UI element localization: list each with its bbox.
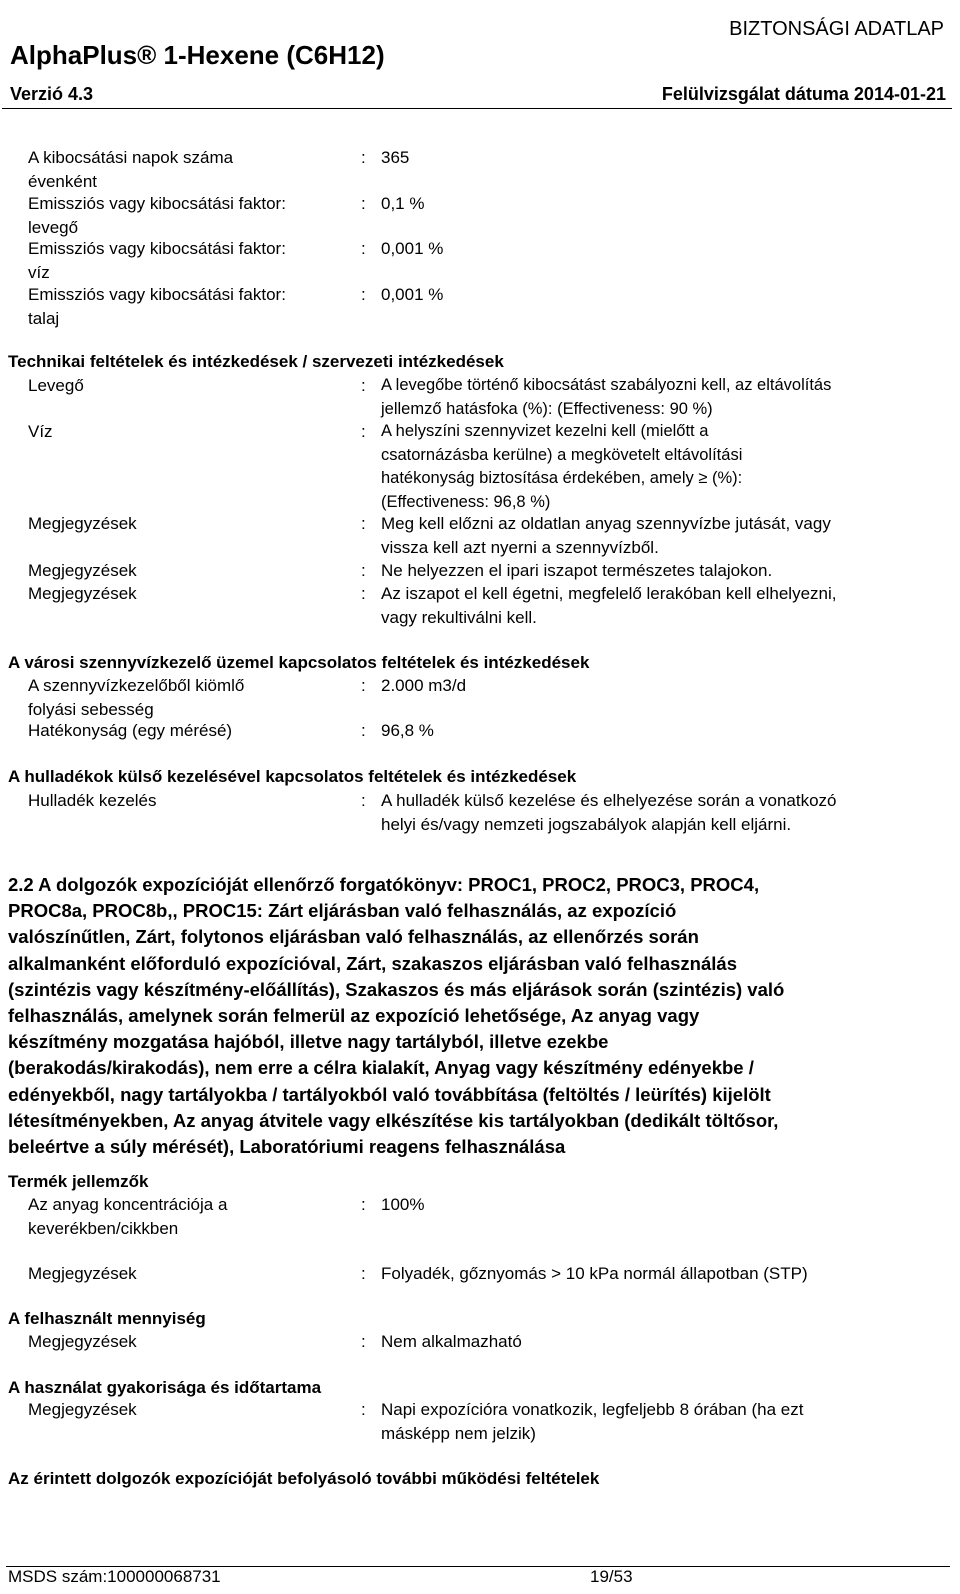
note1-value: Meg kell előzni az oldatlan anyag szennyvízbe jutását, vagy vissza kell azt nyerni a szennyvízből. xyxy=(381,514,831,557)
emission-air-value: 0,1 % xyxy=(381,194,425,213)
frequency-heading: A használat gyakorisága és időtartama xyxy=(8,1378,322,1397)
water-label: Víz xyxy=(28,422,53,441)
flow-value: 2.000 m3/d xyxy=(381,676,467,695)
emission-days-label: A kibocsátási napok száma évenként xyxy=(28,148,234,191)
technical-heading: Technikai feltételek és intézkedések / szervezeti intézkedések xyxy=(8,352,504,371)
efficiency-value: 96,8 % xyxy=(381,721,434,740)
colon: : xyxy=(361,239,366,258)
colon: : xyxy=(361,376,366,395)
flow-label: A szennyvízkezelőből kiömlő folyási sebesség xyxy=(28,676,245,719)
amount-heading: A felhasznált mennyiség xyxy=(8,1309,206,1328)
amount-note-value: Nem alkalmazható xyxy=(381,1332,522,1351)
product-heading: Termék jellemzők xyxy=(8,1172,149,1191)
note2-label: Megjegyzések xyxy=(28,561,137,580)
frequency-note-label: Megjegyzések xyxy=(28,1400,137,1419)
document-type: BIZTONSÁGI ADATLAP xyxy=(729,18,944,40)
colon: : xyxy=(361,1264,366,1283)
note2-value: Ne helyezzen el ipari iszapot természetes talajokon. xyxy=(381,561,773,580)
waste-value: A hulladék külső kezelése és elhelyezése során a vonatkozó helyi és/vagy nemzeti jogszabályok alapján kell eljárni. xyxy=(381,791,837,834)
emission-soil-value: 0,001 % xyxy=(381,285,444,304)
emission-soil-label: Emissziós vagy kibocsátási faktor: talaj xyxy=(28,285,286,328)
product-title: AlphaPlus® 1-Hexene (C6H12) xyxy=(10,40,385,70)
colon: : xyxy=(361,422,366,441)
review-date: Felülvizsgálat dátuma 2014-01-21 xyxy=(661,84,946,104)
emission-days-value: 365 xyxy=(381,148,410,167)
waste-heading: A hulladékok külső kezelésével kapcsolatos feltételek és intézkedések xyxy=(8,767,577,786)
colon: : xyxy=(361,514,366,533)
efficiency-label: Hatékonyság (egy mérésé) xyxy=(28,721,233,740)
colon: : xyxy=(361,148,366,167)
water-value: A helyszíni szennyvizet kezelni kell (mielőtt a csatornázásba kerülne) a megkövetelt eltávolítási hatékonyság biztosítása érdekében, amely ≥ (%): (Effectiveness: 96,8 %) xyxy=(381,422,743,511)
colon: : xyxy=(361,1195,366,1214)
colon: : xyxy=(361,791,366,810)
other-conditions-heading: Az érintett dolgozók expozícióját befolyásoló további működési feltételek xyxy=(8,1469,600,1488)
colon: : xyxy=(361,194,366,213)
amount-note-label: Megjegyzések xyxy=(28,1332,137,1351)
emission-air-label: Emissziós vagy kibocsátási faktor: levegő xyxy=(28,194,286,237)
note1-label: Megjegyzések xyxy=(28,514,137,533)
scenario-paragraph: 2.2 A dolgozók expozícióját ellenőrző forgatókönyv: PROC1, PROC2, PROC3, PROC4, PROC8a, PROC8b,, PROC15: Zárt eljárásban való felhasználás, az expozíció valószínűtlen, Zárt, folytonos eljárásban való felhasználás, az ellenőrzés során alkalmanként előforduló expozícióval, Zárt, szakaszos eljárásban való felhasználás (szintézis vagy készítmény-előállítás), Szakaszos és más eljárások során (szintézis) való felhasználás, amelynek során felmerül az expozíció lehetősége, Az anyag vagy készítmény mozgatása hajóból, illetve nagy tartályból, illetve ezekbe (berakodás/kirakodás), nem erre a célra kialakít, Anyag vagy készítmény edényekbe / edényekből, nagy tartályokba / tartályokból való továbbítása (feltöltés / leürítés) kijelölt létesítményekben, Az anyag átvitele vagy elkészítése kis tartályokban (dedikált töltősor, beleértve a súly mérését), Laboratóriumi reagens felhasználása xyxy=(8,874,785,1158)
product-note-label: Megjegyzések xyxy=(28,1264,137,1283)
emission-water-label: Emissziós vagy kibocsátási faktor: víz xyxy=(28,239,286,282)
colon: : xyxy=(361,676,366,695)
air-value: A levegőbe történő kibocsátást szabályozni kell, az eltávolítás jellemző hatásfoka (%): (Effectiveness: 90 %) xyxy=(381,376,832,418)
air-label: Levegő xyxy=(28,376,84,395)
colon: : xyxy=(361,285,366,304)
version-label: Verzió 4.3 xyxy=(10,84,94,104)
concentration-label: Az anyag koncentrációja a keverékben/cikkben xyxy=(28,1195,228,1238)
page-number: 19/53 xyxy=(590,1567,633,1586)
msds-number: MSDS szám:100000068731 xyxy=(8,1567,221,1586)
colon: : xyxy=(361,1332,366,1351)
colon: : xyxy=(361,721,366,740)
wwtp-heading: A városi szennyvízkezelő üzemel kapcsolatos feltételek és intézkedések xyxy=(8,653,590,672)
frequency-note-value: Napi expozícióra vonatkozik, legfeljebb 8 órában (ha ezt másképp nem jelzik) xyxy=(381,1400,804,1443)
waste-label: Hulladék kezelés xyxy=(28,791,157,810)
colon: : xyxy=(361,561,366,580)
emission-water-value: 0,001 % xyxy=(381,239,444,258)
note3-label: Megjegyzések xyxy=(28,584,137,603)
product-note-value: Folyadék, gőznyomás > 10 kPa normál állapotban (STP) xyxy=(381,1264,808,1283)
colon: : xyxy=(361,584,366,603)
note3-value: Az iszapot el kell égetni, megfelelő lerakóban kell elhelyezni, vagy rekultiválni kell. xyxy=(381,584,837,627)
concentration-value: 100% xyxy=(381,1195,425,1214)
colon: : xyxy=(361,1400,366,1419)
